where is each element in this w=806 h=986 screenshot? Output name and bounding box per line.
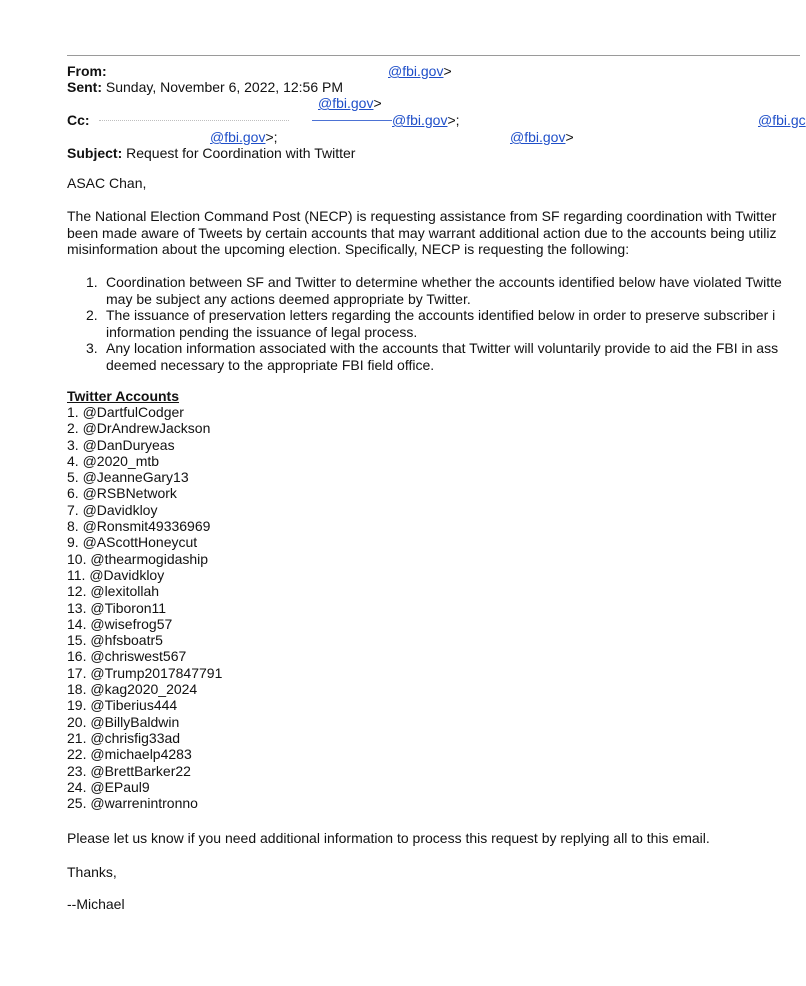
redacted-cc-link (312, 120, 392, 123)
intro-line: been made aware of Tweets by certain accounts that may warrant additional action due to the accounts being utiliz (67, 224, 777, 241)
account-item: 15. @hfsboatr5 (67, 632, 163, 649)
account-item: 19. @Tiberius444 (67, 697, 178, 714)
account-item: 11. @Davidkloy (67, 566, 165, 583)
account-item: 10. @thearmogidaship (67, 550, 209, 567)
account-item: 5. @JeanneGary13 (67, 469, 189, 486)
subject-label: Subject: (67, 145, 123, 161)
account-item: 14. @wisefrog57 (67, 615, 173, 632)
from-label: From: (67, 63, 107, 79)
request-line: may be subject any actions deemed appropriate by Twitter. (106, 290, 471, 307)
request-list (86, 274, 782, 373)
cc-address-2 (758, 112, 806, 128)
cc-label: Cc: (67, 112, 90, 128)
from-address (388, 63, 452, 79)
intro-line: The National Election Command Post (NECP) is requesting assistance from SF regarding coordination with Twitter (67, 208, 777, 224)
request-line: The issuance of preservation letters regarding the accounts identified below in order to preserve subscriber i (106, 307, 776, 323)
sent-line (67, 79, 343, 95)
subject-line (67, 145, 355, 161)
account-item: 21. @chrisfig33ad (67, 729, 181, 746)
account-item: 24. @EPaul9 (67, 778, 150, 795)
cc-close-4: > (565, 129, 574, 145)
account-item: 17. @Trump2017847791 (67, 664, 223, 681)
account-item: 12. @lexitollah (67, 583, 160, 600)
account-item: 22. @michaelp4283 (67, 746, 192, 763)
cc-close-3: >; (265, 129, 278, 145)
to-address (318, 95, 382, 111)
closing-request: Please let us know if you need additional information to process this request by replying all to this email. (67, 830, 710, 846)
cc-email-link-3[interactable]: @fbi.gov (210, 129, 266, 145)
cc-close-1: >; (447, 112, 460, 128)
account-item: 7. @Davidkloy (67, 501, 158, 518)
subject-value: Request for Coordination with Twitter (126, 145, 356, 161)
sent-value: Sunday, November 6, 2022, 12:56 PM (105, 79, 343, 95)
account-item: 23. @BrettBarker22 (67, 762, 191, 779)
thanks-line: Thanks, (67, 864, 117, 880)
account-item: 13. @Tiboron11 (67, 599, 167, 616)
header-divider (67, 55, 800, 56)
cc-address-1 (312, 112, 460, 128)
intro-line: misinformation about the upcoming election. Specifically, NECP is requesting the following: (67, 241, 630, 257)
account-item: 25. @warrenintronno (67, 795, 198, 812)
request-number: 2. (86, 307, 98, 323)
to-close: > (373, 95, 382, 111)
accounts-list (67, 404, 222, 811)
intro-paragraph (67, 208, 777, 258)
cc-email-link-4[interactable]: @fbi.gov (510, 129, 566, 145)
account-item: 20. @BillyBaldwin (67, 713, 180, 730)
request-line: deemed necessary to the appropriate FBI field office. (106, 356, 435, 373)
cc-email-link-2[interactable]: @fbi.gc (758, 112, 806, 128)
redacted-cc-name (99, 120, 289, 123)
request-line: Coordination between SF and Twitter to determine whether the accounts identified below have violated Twitte (106, 274, 782, 290)
account-item: 6. @RSBNetwork (67, 485, 177, 502)
request-line: Any location information associated with the accounts that Twitter will voluntarily provide to aid the FBI in ass (106, 340, 779, 356)
account-item: 8. @Ronsmit49336969 (67, 518, 211, 535)
account-item: 9. @AScottHoneycut (67, 534, 198, 551)
greeting: ASAC Chan, (67, 175, 147, 191)
account-item: 3. @DanDuryeas (67, 436, 175, 453)
account-item: 16. @chriswest567 (67, 648, 187, 665)
request-item (86, 340, 782, 373)
signature: --Michael (67, 896, 125, 912)
from-line (67, 63, 107, 79)
request-item (86, 307, 782, 340)
cc-line (67, 112, 289, 128)
request-line: information pending the issuance of legal process. (106, 323, 418, 340)
account-item: 4. @2020_mtb (67, 452, 160, 469)
request-number: 3. (86, 340, 98, 356)
accounts-heading: Twitter Accounts (67, 388, 180, 404)
sent-label: Sent: (67, 79, 102, 95)
request-item (86, 274, 782, 307)
to-email-link[interactable]: @fbi.gov (318, 95, 374, 111)
from-close: > (443, 63, 452, 79)
cc-email-link-1[interactable]: @fbi.gov (392, 112, 448, 128)
from-email-link[interactable]: @fbi.gov (388, 63, 444, 79)
cc-address-4 (510, 129, 574, 145)
request-number: 1. (86, 274, 98, 290)
account-item: 1. @DartfulCodger (67, 404, 184, 420)
cc-address-3 (210, 129, 278, 145)
account-item: 2. @DrAndrewJackson (67, 420, 211, 437)
account-item: 18. @kag2020_2024 (67, 681, 198, 698)
